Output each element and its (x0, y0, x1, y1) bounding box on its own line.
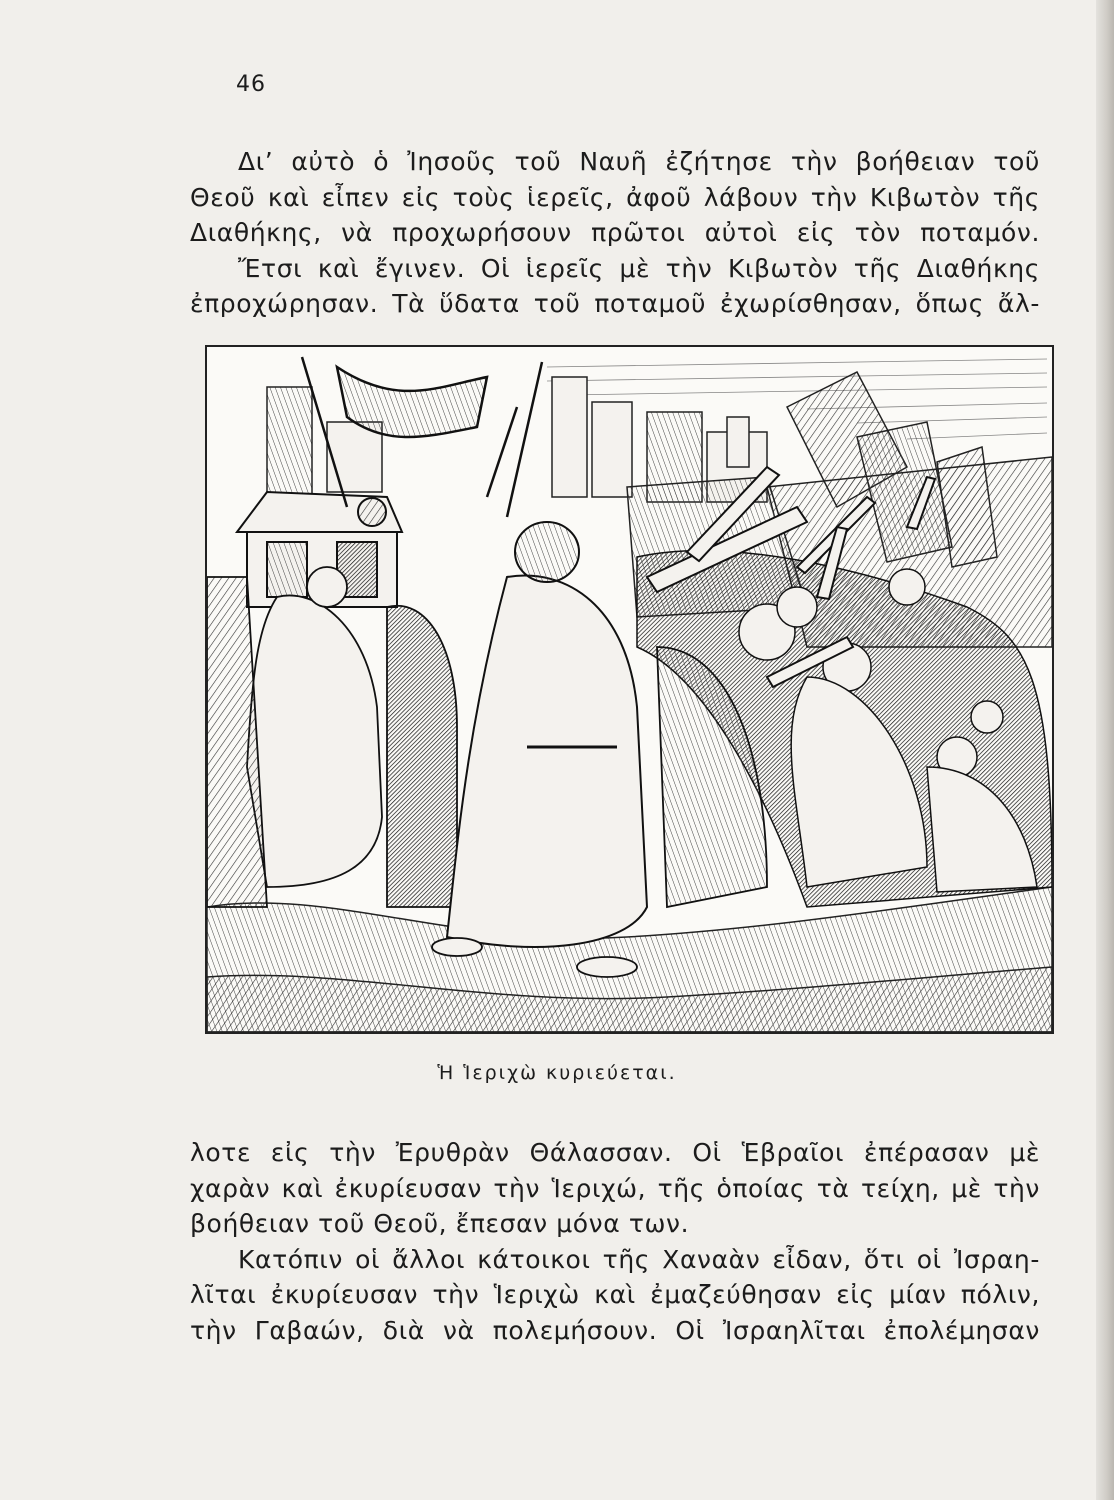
text-line: Διαθήκης, νὰ προχωρήσουν πρῶτοι αὐτοὶ εἰς τὸν ποταμόν. (190, 218, 1040, 247)
paragraph-top (190, 144, 1040, 322)
text-line: Δι’ αὐτὸ ὁ Ἰησοῦς τοῦ Ναυῆ ἐζήτησε τὴν βοήθειαν τοῦ (238, 147, 1040, 176)
engraving-svg (207, 347, 1052, 1032)
text-line: λῖται ἐκυρίευσαν τὴν Ἱεριχὼ καὶ ἐμαζεύθησαν εἰς μίαν πόλιν, (190, 1280, 1040, 1309)
text-line: Ἔτσι καὶ ἔγινεν. Οἱ ἱερεῖς μὲ τὴν Κιβωτὸν τῆς Διαθήκης (238, 253, 1040, 283)
paragraph-bottom (190, 1135, 1040, 1348)
illustration-engraving (205, 345, 1054, 1034)
text-line: βοήθειαν τοῦ Θεοῦ, ἔπεσαν μόνα των. (190, 1209, 690, 1238)
page-edge (1096, 0, 1114, 1500)
text-line: Θεοῦ καὶ εἶπεν εἰς τοὺς ἱερεῖς, ἀφοῦ λάβουν τὴν Κιβωτὸν τῆς (190, 182, 1040, 212)
text-line: χαρὰν καὶ ἐκυρίευσαν τὴν Ἱεριχώ, τῆς ὁποίας τὰ τείχη, μὲ τὴν (190, 1173, 1040, 1203)
text-line: Κατόπιν οἱ ἄλλοι κάτοικοι τῆς Χαναὰν εἶδαν, ὅτι οἱ Ἰσραη- (238, 1244, 1040, 1274)
text-line: ἐπροχώρησαν. Τὰ ὕδατα τοῦ ποταμοῦ ἐχωρίσθησαν, ὅπως ἄλ- (190, 289, 1040, 318)
page-number: 46 (236, 72, 266, 97)
text-line: τὴν Γαβαών, διὰ νὰ πολεμήσουν. Οἱ Ἰσραηλῖται ἐπολέμησαν (190, 1315, 1040, 1345)
text-line: λοτε εἰς τὴν Ἐρυθρὰν Θάλασσαν. Οἱ Ἑβραῖοι ἐπέρασαν μὲ (190, 1138, 1040, 1167)
priests-carrying-ark (207, 567, 457, 907)
figure-caption: Ἡ Ἱεριχὼ κυριεύεται. (437, 1062, 677, 1084)
